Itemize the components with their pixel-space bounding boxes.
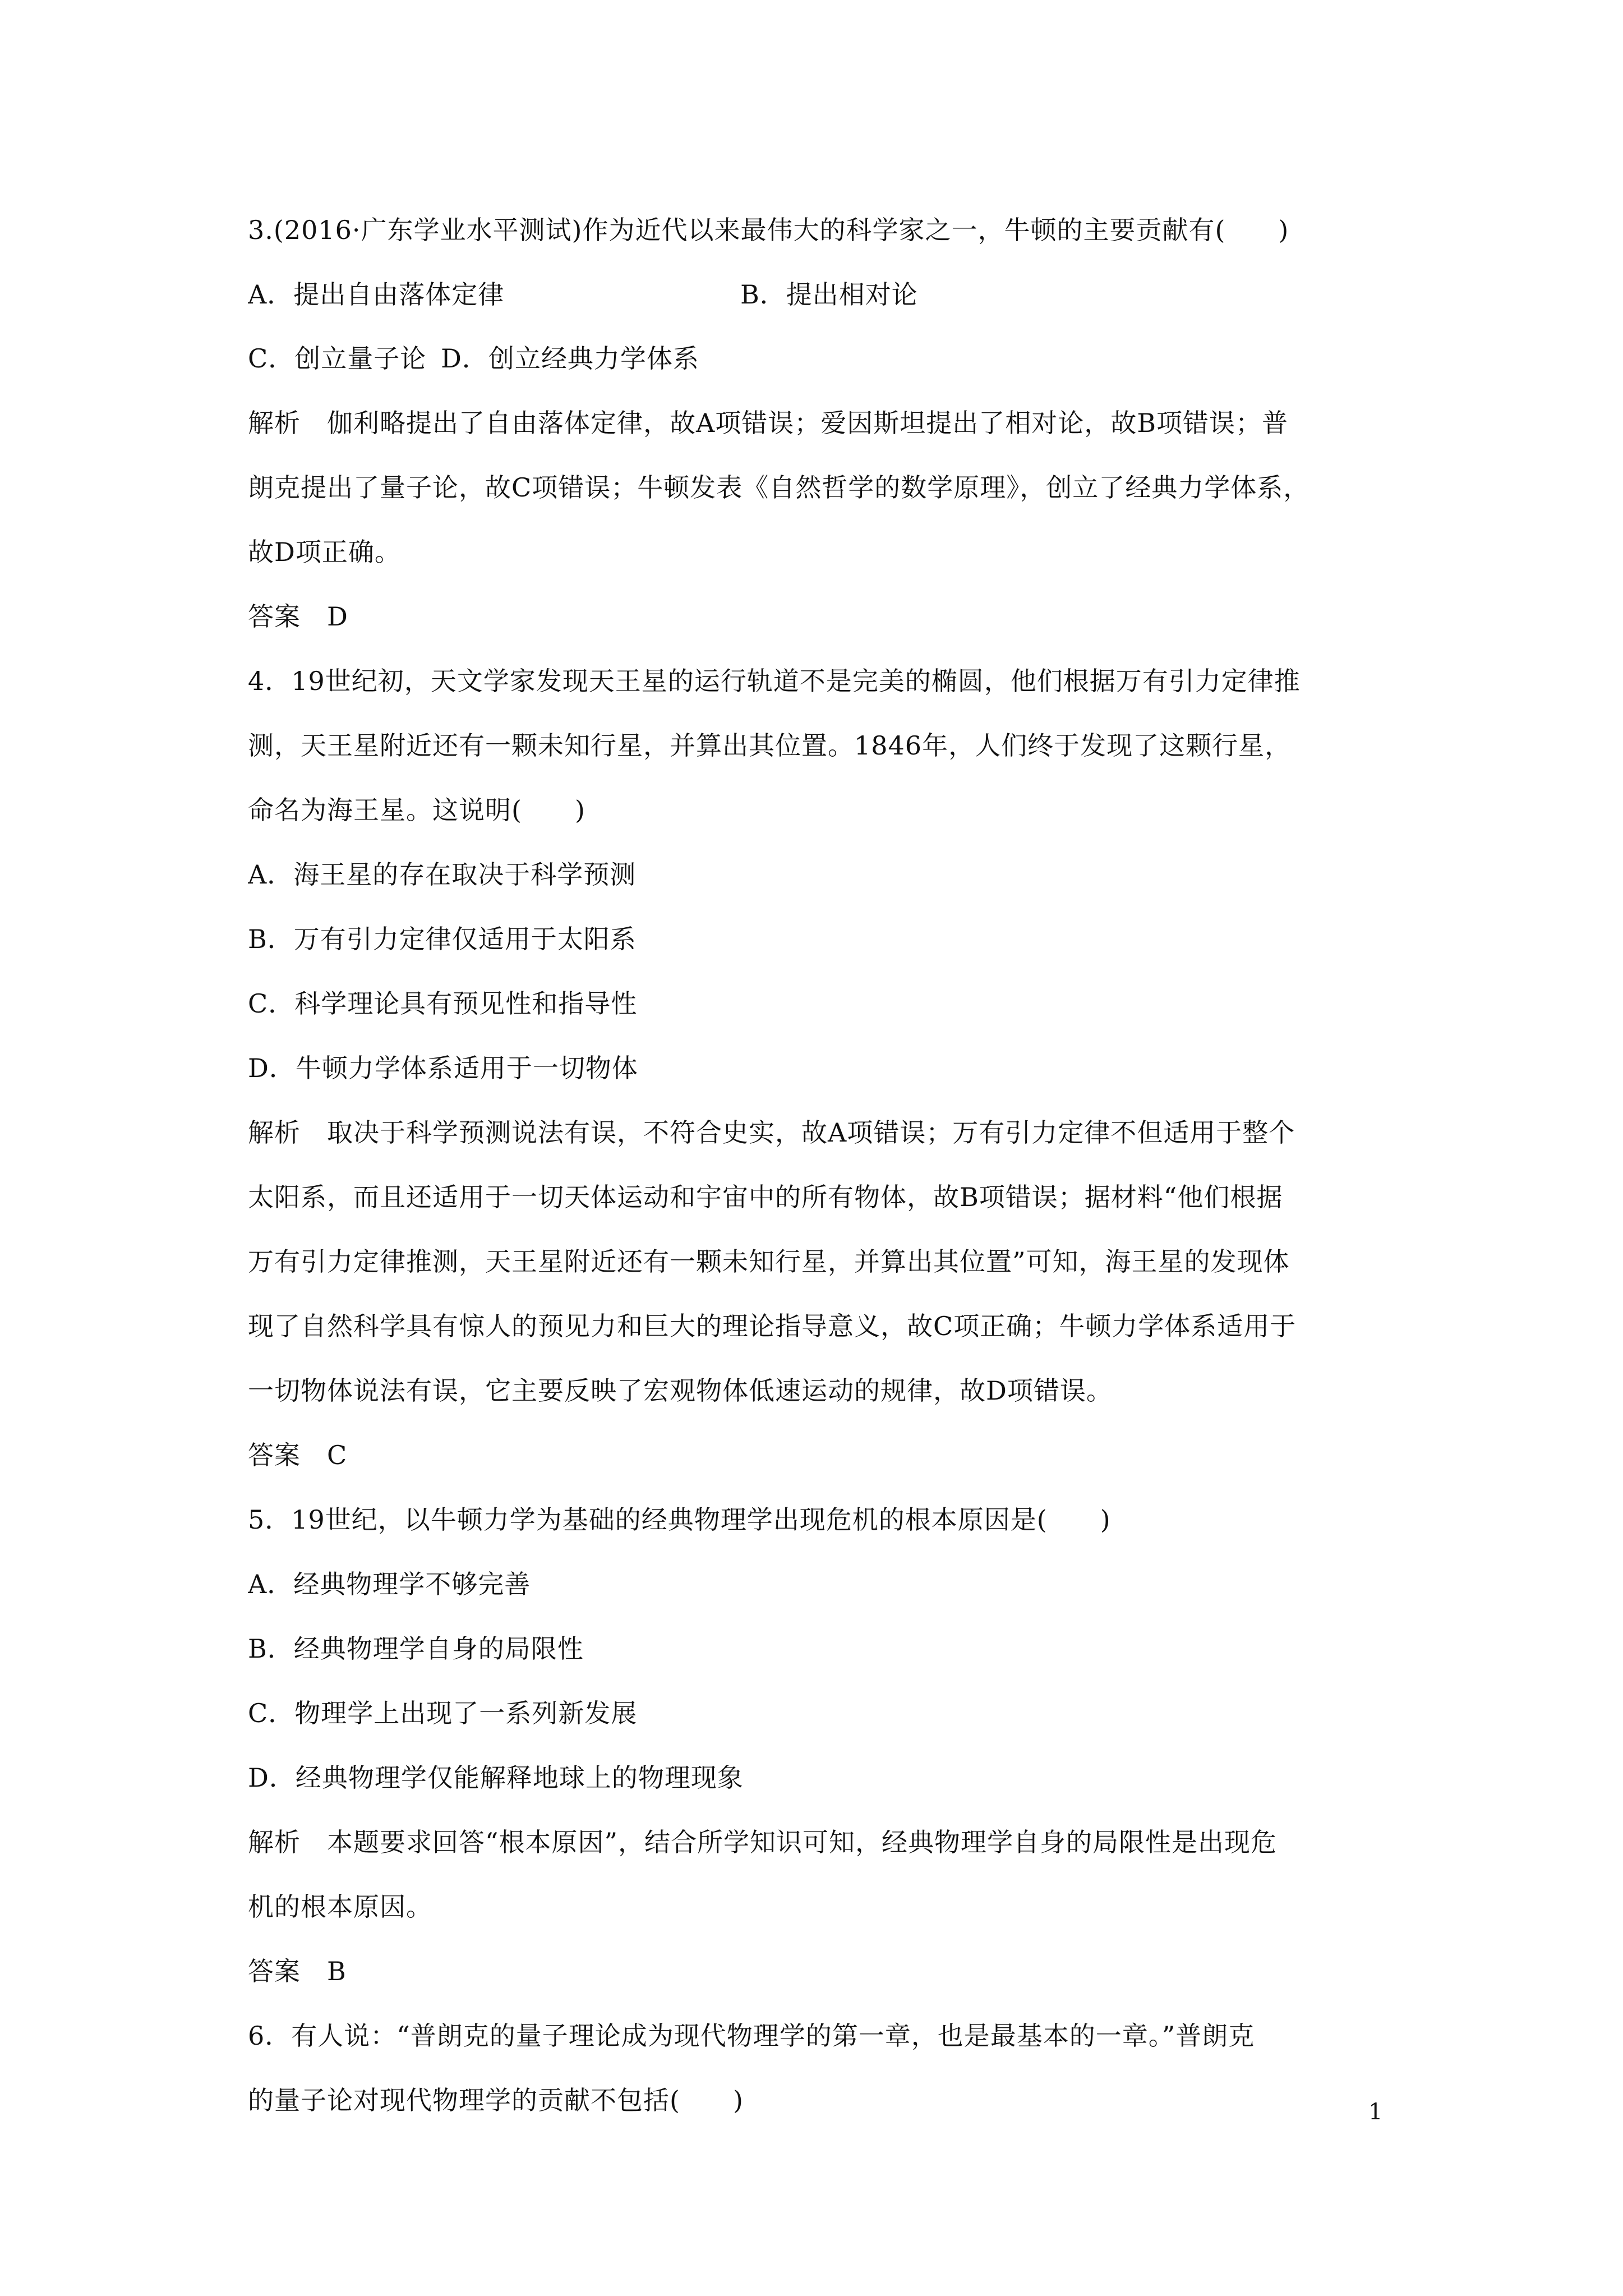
q4-option-b: B．万有引力定律仅适用于太阳系 bbox=[248, 924, 637, 954]
q4-analysis-line-2: 太阳系，而且还适用于一切天体运动和宇宙中的所有物体，故B项错误；据材料“他们根据 bbox=[248, 1182, 1283, 1212]
q5-analysis-line-2: 机的根本原因。 bbox=[248, 1892, 432, 1922]
q3-option-c: C．创立量子论 bbox=[248, 343, 427, 374]
q5-option-d: D．经典物理学仅能解释地球上的物理现象 bbox=[248, 1763, 744, 1793]
q5-analysis-line-1: 解析 本题要求回答“根本原因”，结合所学知识可知，经典物理学自身的局限性是出现危 bbox=[248, 1827, 1278, 1857]
q3-analysis-line-2: 朗克提出了量子论，故C项错误；牛顿发表《自然哲学的数学原理》，创立了经典力学体系， bbox=[248, 472, 1310, 503]
q4-analysis-line-1: 解析 取决于科学预测说法有误，不符合史实，故A项错误；万有引力定律不但适用于整个 bbox=[248, 1117, 1295, 1148]
q5-stem-line-1: 5．19世纪，以牛顿力学为基础的经典物理学出现危机的根本原因是( ) bbox=[248, 1504, 1111, 1535]
q5-answer: 答案 B bbox=[248, 1956, 347, 1986]
q4-option-d: D．牛顿力学体系适用于一切物体 bbox=[248, 1053, 638, 1083]
q4-stem-line-2: 测，天王星附近还有一颗未知行星，并算出其位置。1846年，人们终于发现了这颗行星， bbox=[248, 730, 1292, 761]
q5-option-c: C．物理学上出现了一系列新发展 bbox=[248, 1698, 638, 1728]
q4-analysis-line-5: 一切物体说法有误，它主要反映了宏观物体低速运动的规律，故D项错误。 bbox=[248, 1375, 1113, 1406]
q4-analysis-line-4: 现了自然科学具有惊人的预见力和巨大的理论指导意义，故C项正确；牛顿力学体系适用于 bbox=[248, 1311, 1297, 1341]
q3-stem-line-1: 3.(2016·广东学业水平测试)作为近代以来最伟大的科学家之一，牛顿的主要贡献有( ) bbox=[248, 215, 1289, 245]
q4-stem-line-3: 命名为海王星。这说明( ) bbox=[248, 795, 585, 825]
q3-option-b: B．提出相对论 bbox=[740, 279, 918, 310]
q4-analysis-line-3: 万有引力定律推测，天王星附近还有一颗未知行星，并算出其位置”可知，海王星的发现体 bbox=[248, 1246, 1290, 1277]
page-number: 1 bbox=[1368, 2099, 1384, 2125]
q6-stem-line-1: 6．有人说：“普朗克的量子理论成为现代物理学的第一章，也是最基本的一章。”普朗克 bbox=[248, 2021, 1255, 2051]
q5-option-b: B．经典物理学自身的局限性 bbox=[248, 1634, 584, 1664]
q3-answer: 答案 D bbox=[248, 601, 348, 632]
q5-option-a: A．经典物理学不够完善 bbox=[248, 1569, 531, 1599]
q3-analysis-line-1: 解析 伽利略提出了自由落体定律，故A项错误；爱因斯坦提出了相对论，故B项错误；普 bbox=[248, 408, 1289, 438]
q6-stem-line-2: 的量子论对现代物理学的贡献不包括( ) bbox=[248, 2085, 744, 2115]
q3-option-d: D．创立经典力学体系 bbox=[441, 343, 699, 374]
q4-option-c: C．科学理论具有预见性和指导性 bbox=[248, 988, 638, 1019]
q3-analysis-line-3: 故D项正确。 bbox=[248, 537, 401, 567]
q4-answer: 答案 C bbox=[248, 1440, 348, 1470]
q4-stem-line-1: 4．19世纪初，天文学家发现天王星的运行轨道不是完美的椭圆，他们根据万有引力定律推 bbox=[248, 666, 1301, 696]
q4-option-a: A．海王星的存在取决于科学预测 bbox=[248, 859, 637, 890]
q3-option-a: A．提出自由落体定律 bbox=[248, 279, 505, 310]
